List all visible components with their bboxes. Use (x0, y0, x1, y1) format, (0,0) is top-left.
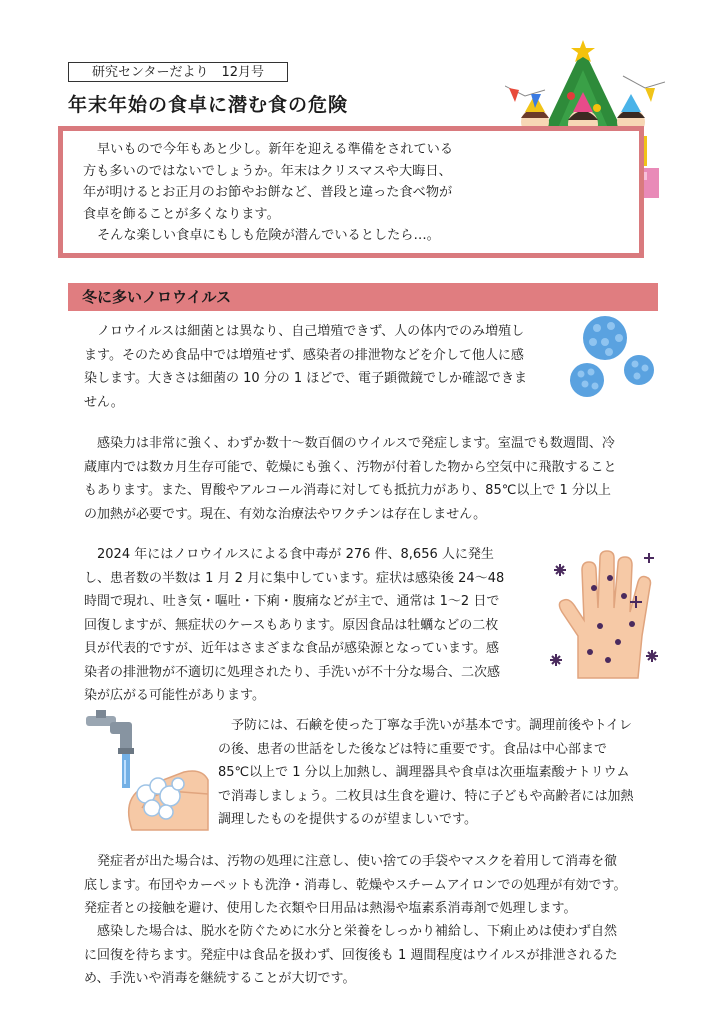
norovirus-illustration (565, 312, 660, 404)
text-line: 染が広がる可能性があります。 (84, 688, 265, 703)
text-line: せん。 (84, 394, 124, 410)
text-line: め、手洗いや消毒を継続することが大切です。 (84, 971, 356, 986)
text-line: 時間で現れ、吐き気・嘔吐・下痢・腹痛などが主で、通常は 1～2 日で (84, 594, 500, 609)
hand-washing-illustration (82, 708, 212, 833)
text-line: 発症者が出た場合は、汚物の処理に注意し、使い捨ての手袋やマスクを着用して消毒を徹 (97, 854, 618, 869)
intro-box (58, 126, 644, 258)
intro-line: 早いもので今年もあと少し。新年を迎える準備をされている (97, 142, 454, 157)
text-line: 85℃以上で 1 分以上加熱し、調理器具や食卓は次亜塩素酸ナトリウム (218, 765, 630, 780)
text-line: で消毒しましょう。二枚貝は生食を避け、特に子どもや高齢者には加熱 (218, 788, 634, 804)
text-line: 蔵庫内では数カ月生存可能で、乾燥にも強く、汚物が付着した物から空気中に飛散すること (84, 459, 617, 475)
text-line: し、患者数の半数は 1 月 2 月に集中しています。症状は感染後 24～48 (84, 570, 505, 586)
paragraph-5 (84, 850, 627, 921)
intro-line: 方も多いのではないでしょうか。年末はクリスマスや大晦日、 (83, 163, 452, 179)
paragraph-1 (84, 320, 527, 414)
intro-line: 年が明けるとお正月のお節やお餅など、普段と違った食べ物が (83, 185, 453, 200)
text-line: の加熱が必要です。現在、有効な治療法やワクチンは存在しません。 (84, 506, 487, 522)
text-line: ます。そのため食品中では増殖せず、感染者の排泄物などを介して他人に感 (84, 347, 524, 363)
intro-line: そんな楽しい食卓にもしも危険が潜んでいるとしたら…。 (97, 228, 440, 243)
text-line: の後、患者の世話をした後などは特に重要です。食品は中心部まで (218, 741, 607, 757)
page-title: 年末年始の食卓に潜む食の危険 (68, 94, 349, 116)
text-line: 染します。大きさは細菌の 10 分の 1 ほどで、電子顕微鏡でしか確認できま (84, 371, 528, 386)
text-line: もあります。また、胃酸やアルコール消毒に対しても抵抗力があり、85℃以上で 1 分以上 (84, 483, 611, 498)
paragraph-2 (84, 432, 616, 526)
intro-line: 食卓を飾ることが多くなります。 (83, 206, 280, 222)
paragraph-6 (84, 920, 618, 991)
text-line: 調理したものを提供するのが望ましいです。 (218, 812, 477, 827)
paragraph-3 (84, 543, 504, 708)
germ-covered-hand-illustration (548, 548, 663, 683)
text-line: 貝が代表的ですが、近年はさまざまな食品が感染源となっています。感 (84, 641, 499, 656)
text-line: 回復しますが、無症状のケースもあります。原因食品は牡蠣などの二枚 (84, 617, 499, 633)
newsletter-tag: 研究センターだより 12月号 (68, 62, 288, 82)
text-line: 2024 年にはノロウイルスによる食中毒が 276 件、8,656 人に発生 (97, 547, 494, 562)
text-line: 発症者との接触を避け、使用した衣類や日用品は熱湯や塩素系消毒剤で処理します。 (84, 901, 577, 916)
text-line: 感染した場合は、脱水を防ぐために水分と栄養をしっかり補給し、下痢止めは使わず自然 (97, 924, 618, 939)
text-line: に回復を待ちます。発症中は食品を扱わず、回復後も 1 週間程度はウイルスが排泄されるた (84, 947, 618, 963)
paragraph-4 (218, 714, 633, 832)
section-heading: 冬に多いノロウイルス (68, 283, 658, 311)
text-line: 染者の排泄物が不適切に処理されたり、手洗いが不十分な場合、二次感 (84, 664, 501, 680)
text-line: 感染力は非常に強く、わずか数十～数百個のウイルスで発症します。室温でも数週間、冷 (97, 436, 615, 451)
text-line: 予防には、石鹸を使った丁寧な手洗いが基本です。調理前後やトイレ (231, 718, 633, 733)
text-line: ノロウイルスは細菌とは異なり、自己増殖できず、人の体内でのみ増殖し (97, 324, 525, 339)
text-line: 底します。布団やカーペットも洗浄・消毒し、乾燥やスチームアイロンでの処理が有効です。 (84, 877, 627, 893)
